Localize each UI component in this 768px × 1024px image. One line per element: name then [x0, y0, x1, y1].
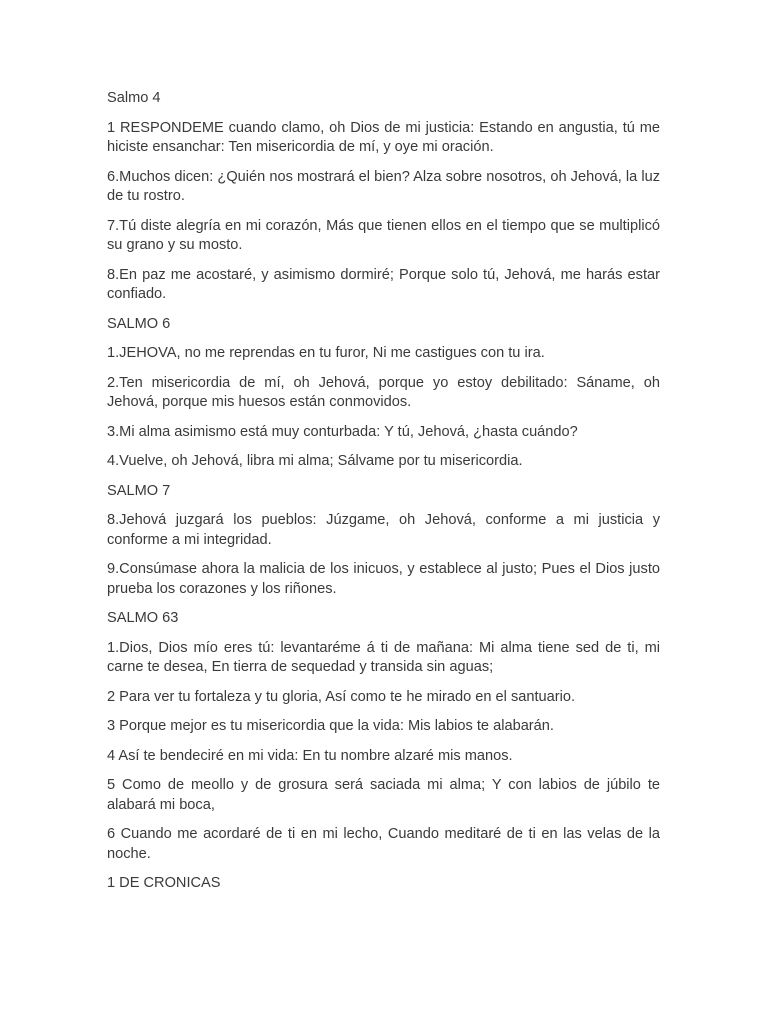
verse-paragraph: 9.Consúmase ahora la malicia de los inicuos, y establece al justo; Pues el Dios justo prueba los corazones y los riñones.	[107, 561, 660, 597]
section-heading-1-cronicas: 1 DE CRONICAS	[107, 875, 221, 891]
verse-paragraph: 5 Como de meollo y de grosura será saciada mi alma; Y con labios de júbilo te alabará mi boca,	[107, 777, 660, 813]
verse-paragraph: 8.En paz me acostaré, y asimismo dormiré; Porque solo tú, Jehová, me harás estar confiado.	[107, 266, 660, 302]
verse-paragraph: 1 RESPONDEME cuando clamo, oh Dios de mi justicia: Estando en angustia, tú me hiciste ensanchar: Ten misericordia de mí, y oye mi oración.	[107, 119, 660, 155]
verse-paragraph: 2.Ten misericordia de mí, oh Jehová, porque yo estoy debilitado: Sáname, oh Jehová, porque mis huesos están conmovidos.	[107, 374, 660, 410]
verse-paragraph: 1.Dios, Dios mío eres tú: levantaréme á ti de mañana: Mi alma tiene sed de ti, mi carne te desea, En tierra de sequedad y transida sin aguas;	[107, 639, 660, 675]
verse-paragraph: 4.Vuelve, oh Jehová, libra mi alma; Sálvame por tu misericordia.	[107, 453, 523, 469]
verse-paragraph: 7.Tú diste alegría en mi corazón, Más que tienen ellos en el tiempo que se multiplicó su grano y su mosto.	[107, 217, 660, 253]
verse-paragraph: 6.Muchos dicen: ¿Quién nos mostrará el bien? Alza sobre nosotros, oh Jehová, la luz de tu rostro.	[107, 168, 660, 204]
verse-paragraph: 4 Así te bendeciré en mi vida: En tu nombre alzaré mis manos.	[107, 747, 513, 764]
section-heading-salmo-4: Salmo 4	[107, 90, 161, 106]
section-heading-salmo-63: SALMO 63	[107, 610, 179, 626]
section-heading-salmo-6: SALMO 6	[107, 315, 171, 332]
verse-paragraph: 3 Porque mejor es tu misericordia que la vida: Mis labios te alabarán.	[107, 718, 554, 734]
verse-paragraph: 3.Mi alma asimismo está muy conturbada: Y tú, Jehová, ¿hasta cuándo?	[107, 423, 578, 440]
section-heading-salmo-7: SALMO 7	[107, 482, 171, 499]
verse-paragraph: 6 Cuando me acordaré de ti en mi lecho, Cuando meditaré de ti en las velas de la noche.	[107, 826, 660, 862]
verse-paragraph: 2 Para ver tu fortaleza y tu gloria, Así como te he mirado en el santuario.	[107, 688, 576, 705]
document-body	[107, 89, 660, 904]
verse-paragraph: 1.JEHOVA, no me reprendas en tu furor, Ni me castigues con tu ira.	[107, 345, 545, 361]
verse-paragraph: 8.Jehová juzgará los pueblos: Júzgame, oh Jehová, conforme a mi justicia y conforme a mi integridad.	[107, 512, 660, 548]
